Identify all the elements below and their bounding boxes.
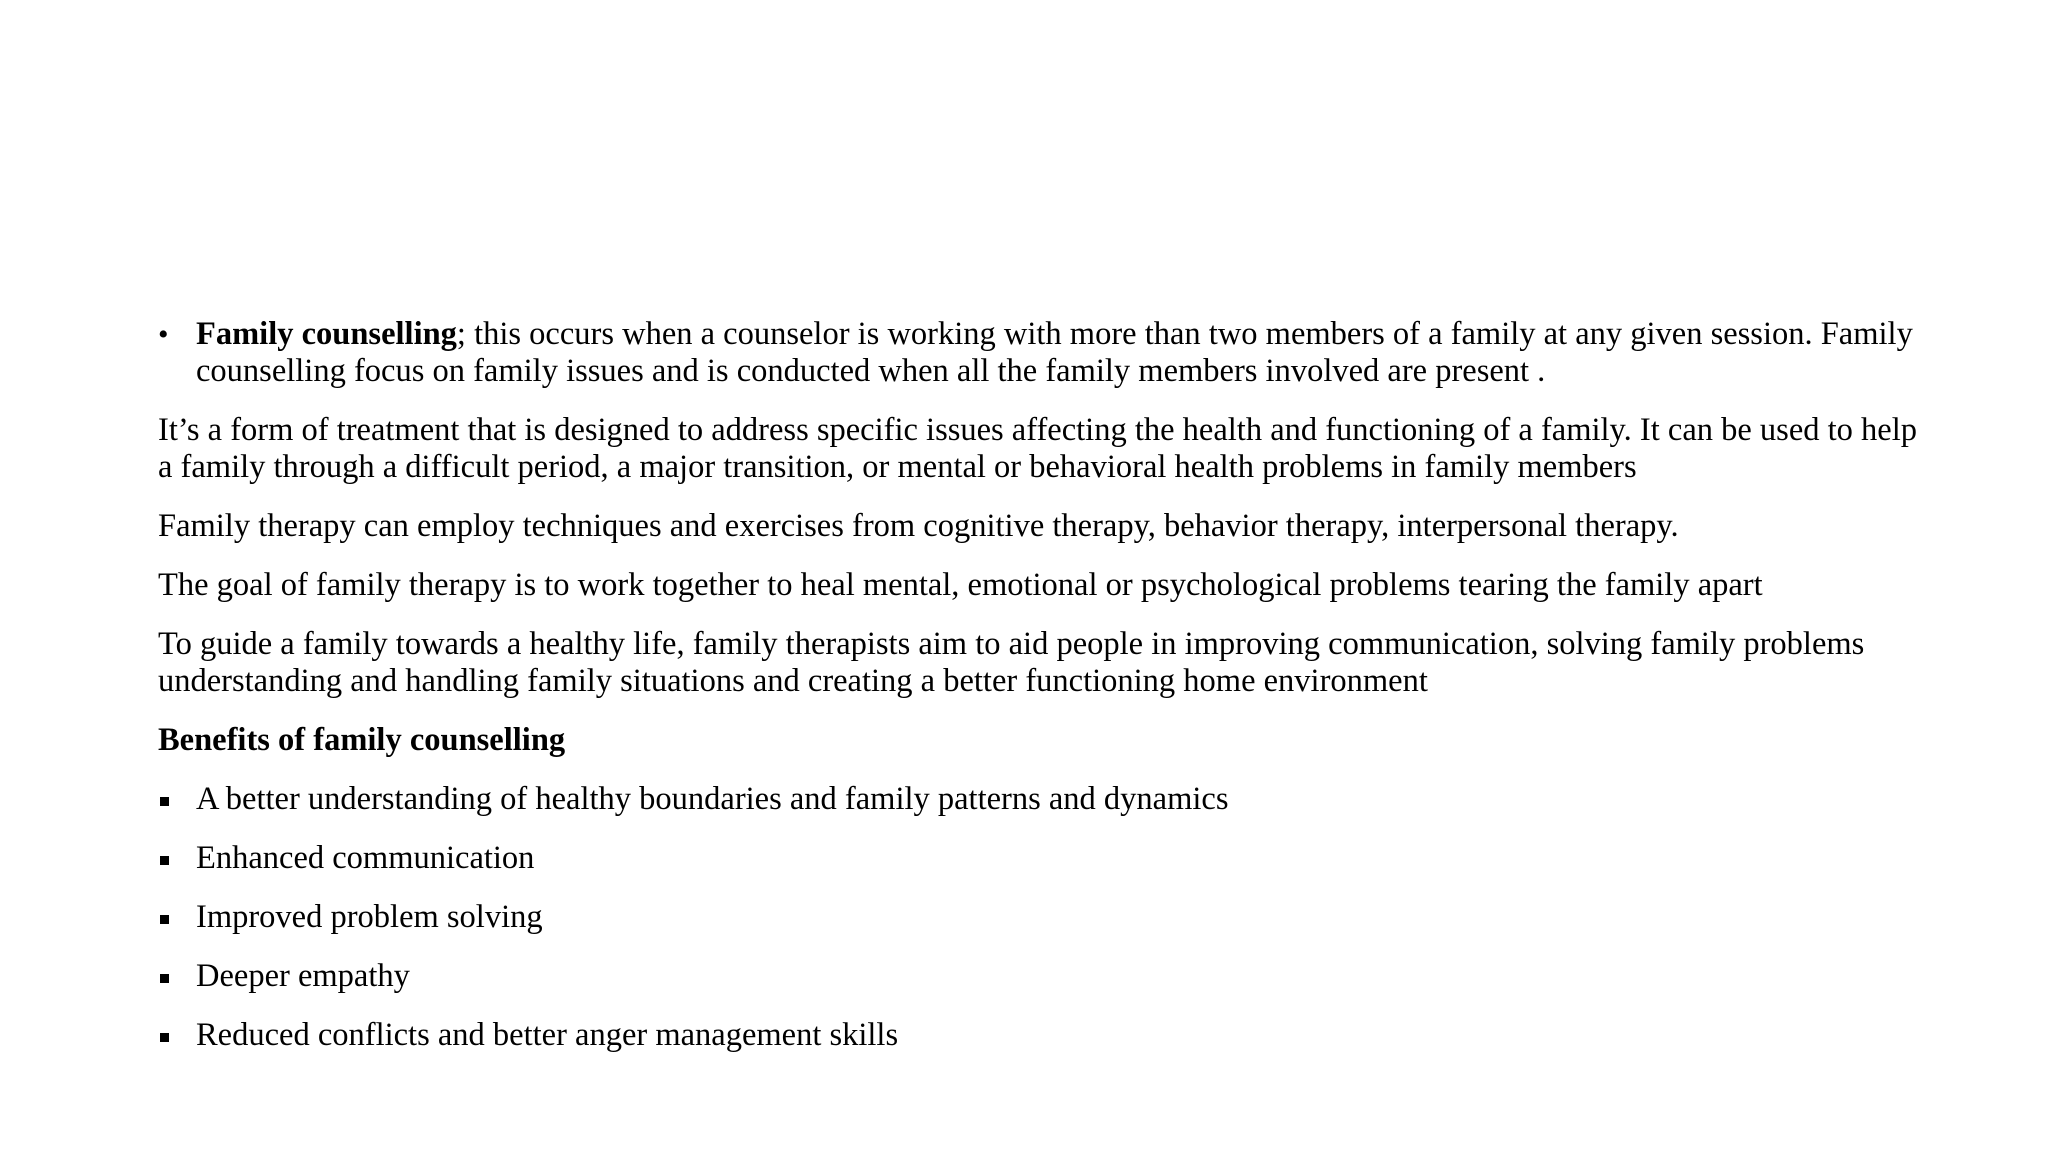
- square-bullet-icon: [160, 915, 169, 924]
- intro-bullet: [158, 316, 1918, 390]
- benefit-item: [158, 1017, 1918, 1054]
- square-bullet-icon: [160, 797, 169, 806]
- benefits-heading: Benefits of family counselling: [158, 722, 566, 758]
- benefit-item: [158, 840, 1918, 877]
- benefit-item: [158, 958, 1918, 995]
- benefit-item: [158, 899, 1918, 936]
- paragraph: The goal of family therapy is to work together to heal mental, emotional or psychological problems tearing the family apart: [158, 567, 1763, 603]
- square-bullet-icon: [160, 1033, 169, 1042]
- intro-text: ; this occurs when a counselor is working with more than two members of a family at any given session. Family counselling focus on family issues and is conducted when all the family members involved are present .: [196, 316, 1913, 389]
- paragraph: To guide a family towards a healthy life, family therapists aim to aid people in improving communication, solving family problems understanding and handling family situations and creating a better functioning home environment: [158, 626, 1865, 699]
- benefit-item-text: Enhanced communication: [196, 840, 535, 876]
- intro-term: Family counselling: [196, 316, 457, 352]
- benefit-item: [158, 781, 1918, 818]
- benefit-item-text: Improved problem solving: [196, 899, 543, 935]
- paragraph: Family therapy can employ techniques and exercises from cognitive therapy, behavior therapy, interpersonal therapy.: [158, 508, 1679, 544]
- benefit-item-text: A better understanding of healthy boundaries and family patterns and dynamics: [196, 781, 1229, 817]
- benefit-item-text: Reduced conflicts and better anger management skills: [196, 1017, 899, 1053]
- square-bullet-icon: [160, 974, 169, 983]
- bullet-dot-icon: •: [158, 318, 169, 351]
- paragraph: It’s a form of treatment that is designed to address specific issues affecting the health and functioning of a family. It can be used to help a family through a difficult period, a major transition, or mental or behavioral health problems in family members: [158, 412, 1917, 485]
- slide-body: [158, 316, 1918, 1076]
- square-bullet-icon: [160, 856, 169, 865]
- benefit-item-text: Deeper empathy: [196, 958, 410, 994]
